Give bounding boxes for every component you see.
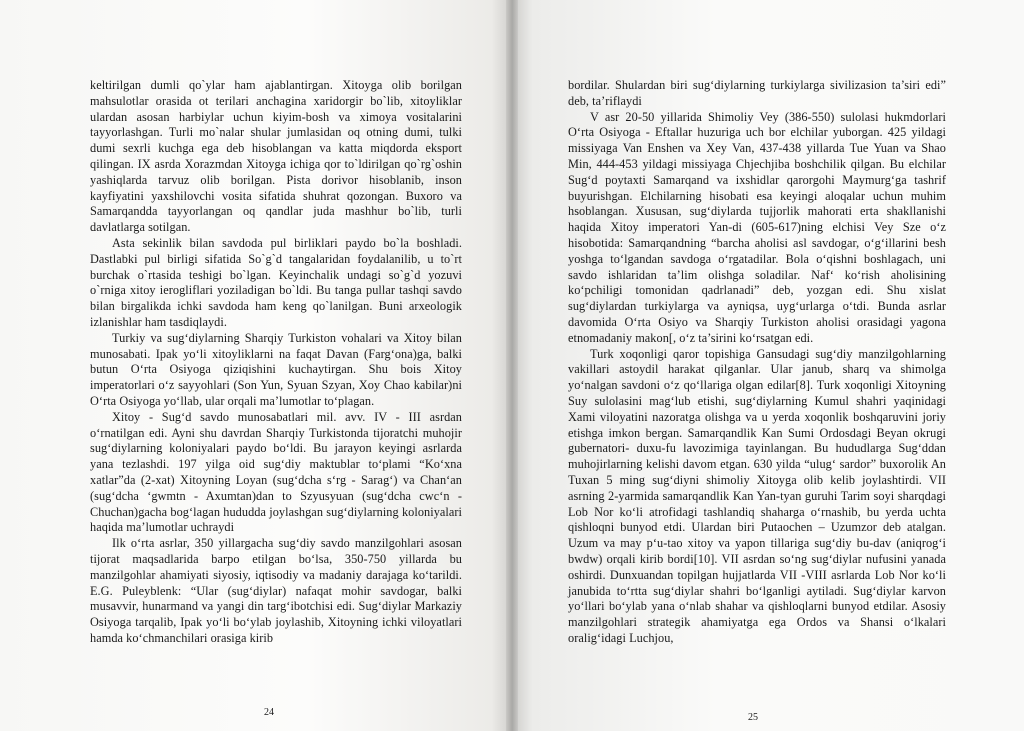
book-gutter: [506, 0, 518, 731]
right-page-text: [568, 78, 946, 647]
paragraph: V asr 20-50 yillarida Shimoliy Vey (386-550) sulolasi hukmdorlari O‘rta Osiyoga - Eftallar huzuriga uch bor elchilar yuborgan. 425 yildagi missiyaga Van Enshen va Xey Van, 437-438 yillarda Tue Yuan va Shao Min, 444-453 yildagi missiyaga Chjechjiba boshchilik qilgan. Bu elchilar Sug‘d poytaxti Samarqand va ixshidlar qarorgohi Maymurg‘ga tashrif buyurishgan. Elchilarning hisobati esa keyingi aloqalar uchun muhim hsoblangan. Xususan, sug‘diylarda tujjorlik mahorati erta shakllanishi haqida Xitoy imperatori Yan-di (605-617)ning elchisi Vey Sze o‘z hisobotida: Samarqandning “barcha aholisi asl savdogar, o‘g‘illarini besh yoshga to‘lgandan savdoga o‘rgatadilar. Bola o‘qishni boshlagach, uni savdo ishlaridan ta’lim olishga soladilar. Naf‘ ko‘rish aholisining ko‘pchiligi tomonidan qadrlanadi” deb, yozgan edi. Shu xislat sug‘diylardan turkiylarga va ayniqsa, uyg‘urlarga o‘tdi. Bunda asrlar davomida O‘rta Osiyo va Sharqiy Turkiston aholisi orasidagi yagona etnomadaniy makon[, o‘z ta’sirini ko‘rsatgan edi.: [568, 109, 946, 345]
paragraph: bordilar. Shulardan biri sug‘diylarning turkiylarga sivilizasion ta’siri edi” deb, ta’riflaydi: [568, 78, 946, 108]
paragraph: keltirilgan dumli qo`ylar ham ajablantirgan. Xitoyga olib borilgan mahsulotlar orasida ot terilari anchagina xaridorgir bo`lib, xitoyliklar ulardan asosan harbiylar uchun kiyim-bosh va ximoya vositalarini tayyorlashgan. Turli mo`nalar shular jumlasidan oq otning dumi, tulki dumi sexrli kuchga ega deb hisoblangan va katta miqdorda eksport qilingan. IX asrda Xorazmdan Xitoyga ichiga qor to`ldirilgan qo`rg`oshin yashiqlarda tarvuz olib borilgan. Pista dorivor hisoblanib, inson kayfiyatini yaxshilovchi vosita sifatida shuhrat qozongan. Buxoro va Samarqandda tayyorlangan oq qandlar juda mashhur bo`lib, turli davlatlarga sotilgan.: [90, 78, 462, 235]
page-number: 25: [748, 712, 758, 723]
paragraph: Turk xoqonligi qaror topishiga Gansudagi sug‘diy manzilgohlarning vakillari astoydil harakat qilganlar. Ular janub, sharq va shimolga yo‘nalgan savdoni o‘z qo‘llariga olgan edilar[8]. Turk xoqonligi Xitoyning Suy sulolasini mag‘lub etishi, sug‘diylarning Kumul shahri yaqinidagi Xami viloyatini nazoratga olishga va u yerda xoqonlik boshqaruvini joriy etishga imkon bergan. Samarqandlik Kan Sumi Ordosdagi Beyan okrugi gubernatori- duxu-fu lavozimiga tayinlangan. Bu hududlarga Sug‘ddan muhojirlarning kelishi davom etgan. 630 yilda “ulug‘ sardor” buxorolik An Tuxan 5 ming sug‘diyni shimoliy Xitoyga olib kelib joylashtirdi. VII asrning 2-yarmida samarqandlik Kan Yan-tyan guruhi Tarim soyi sharqdagi Lob Nor ko‘li atrofidagi tashlandiq shaharga o‘rnashib, bu yerda uchta qishloqni bunyod etdi. Ulardan biri Putaochen – Uzumzor deb atalgan. Uzum va may p‘u-tao xitoy va yapon tillariga sug‘diy bu-dav (aniqrog‘i bwdw) orqali kirib bordi[10]. VII asrdan so‘ng sug‘diylar nufusini yanada oshirdi. Dunxuandan topilgan hujjatlarda VII -VIII asrlarda Lob Nor ko‘li janubida to‘rtta sug‘diylar shahri bo‘lganligi aytiladi. Sug‘diylar karvon yo‘llari bo‘ylab yana o‘nlab shahar va qishloqlarni bunyod etdilar. Asosiy manzilgohlari strategik ahamiyatga ega Ordos va Shansi o‘lkalari oralig‘idagi Luchjou,: [568, 346, 946, 645]
paragraph: Xitoy - Sug‘d savdo munosabatlari mil. avv. IV - III asrdan o‘rnatilgan edi. Ayni shu davrdan Sharqiy Turkistonda tijoratchi muhojir sug‘diylarning koloniyalari paydo bo‘ldi. Bu jarayon keyingi asrlarda yana tezlashdi. 197 yilga oid sug‘diy maktublar to‘plami “Ko‘xna xatlar”da (2-xat) Xitoyning Loyan (sug‘dcha s‘rg - Sarag‘) va Chan‘an (sug‘dcha ‘gwmtn - Axumtan)dan to Szyusyuan (sug‘dcha cwc‘n - Chuchan)gacha bog‘lagan hududda joylashgan sug‘diylarning koloniyalari haqida ma’lumotlar uchraydi: [90, 409, 462, 535]
page-number: 24: [264, 707, 274, 718]
left-page-text: [90, 78, 462, 647]
paragraph: Asta sekinlik bilan savdoda pul birliklari paydo bo`la boshladi. Dastlabki pul birligi sifatida So`g`d tangalaridan foydalanilib, u to`rt burchak o`rtasida teshigi bo`lgan. Keyinchalik undagi so`g`d yozuvi o`rniga xitoy ierogliflari yoziladigan bo`ldi. Bu tanga pullar tashqi savdo bilan birgalikda ichki savdoda ham keng qo`lanilgan. Buni arxeologik izlanishlar ham tasdiqlaydi.: [90, 235, 462, 329]
right-page: [512, 0, 1024, 731]
paragraph: Turkiy va sug‘diylarning Sharqiy Turkiston vohalari va Xitoy bilan munosabati. Ipak yo‘li xitoyliklarni na faqat Davan (Farg‘ona)ga, balki butun O‘rta Osiyoga qiziqishini kuchaytirgan. Shu bois Xitoy imperatorlari o‘z sayyohlari (Son Yun, Syuan Szyan, Xoy Chao kabilar)ni O‘rta Osiyoga yo‘llab, ular orqali ma’lumotlar to‘plagan.: [90, 330, 462, 408]
paragraph: Ilk o‘rta asrlar, 350 yillargacha sug‘diy savdo manzilgohlari asosan tijorat maqsadlarida barpo etilgan bo‘lsa, 350-750 yillarda bu manzilgohlar ahamiyati siyosiy, iqtisodiy va madaniy darajaga ko‘tarildi. E.G. Puleyblenk: “Ular (sug‘diylar) nafaqat mohir savdogar, balki musavvir, hunarmand va yangi din targ‘ibotchisi edi. Sug‘diylar Markaziy Osiyoga tarqalib, Ipak yo‘li bo‘ylab joylashib, Xitoyning ichki viloyatlari hamda ko‘chmanchilari orasiga kirib: [90, 536, 462, 645]
